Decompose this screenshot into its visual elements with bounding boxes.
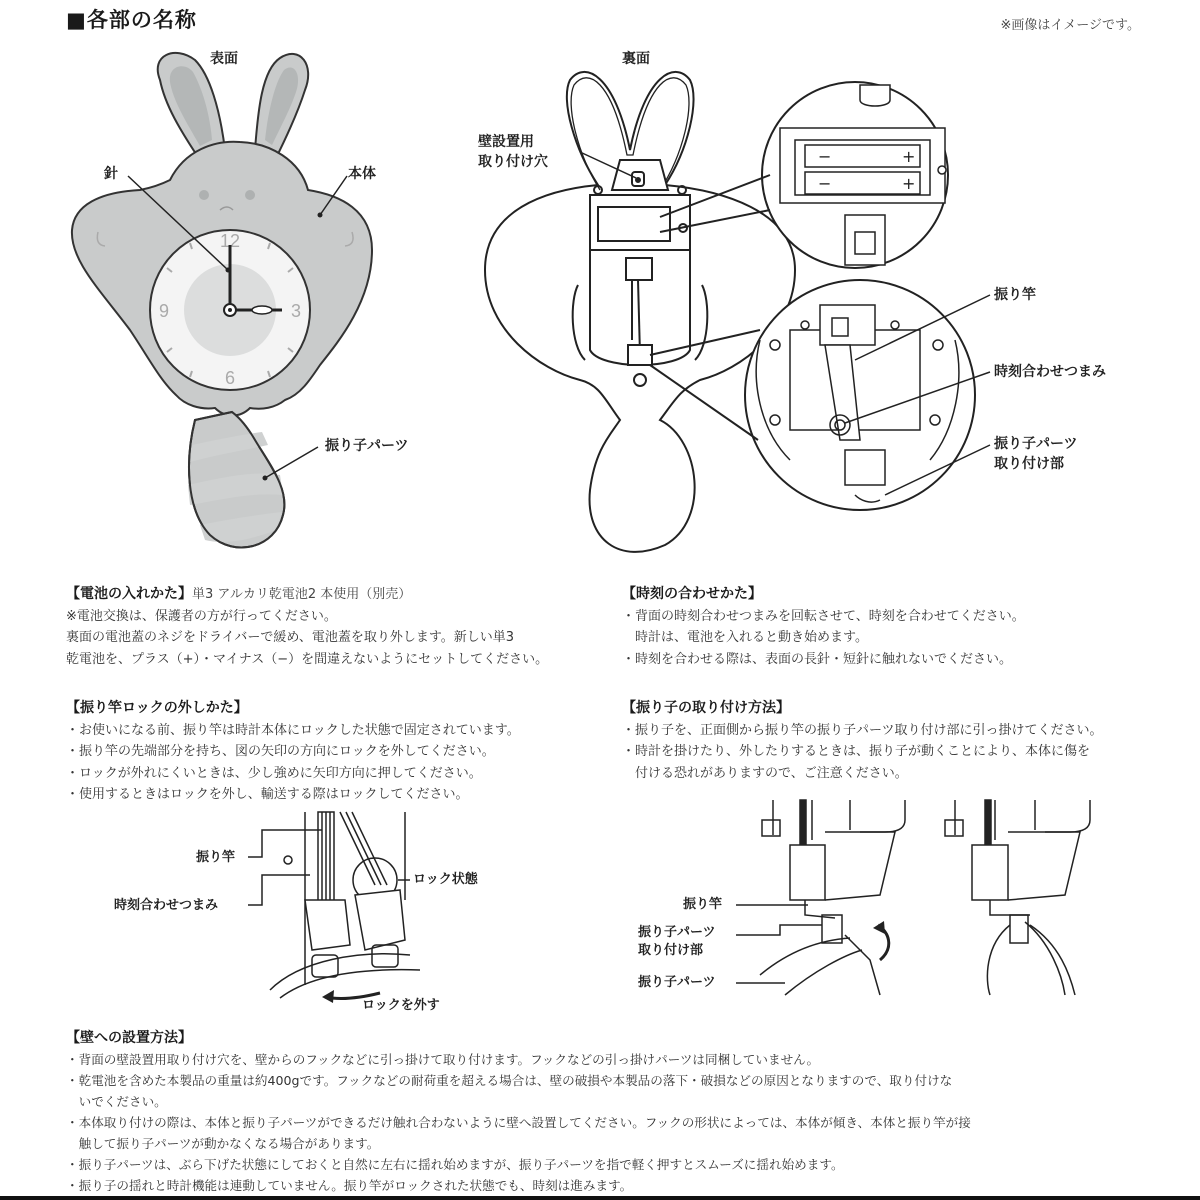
section-line: ・時計を掛けたり、外したりするときは、振り子が動くことにより、本体に傷を	[622, 744, 1091, 759]
section-heading: 【壁への設置方法】	[66, 1030, 192, 1046]
label-rod: 振り竿	[196, 850, 236, 865]
callout-hands: 針	[104, 166, 118, 182]
label-attach-mount: 振り子パーツ 取り付け部	[638, 925, 716, 958]
clock-number-6: 6	[224, 368, 236, 388]
section-line: ・時刻を合わせる際は、表面の長針・短針に触れないでください。	[622, 651, 1013, 667]
label-locked: ロック状態	[413, 872, 478, 887]
callout-time-knob: 時刻合わせつまみ	[994, 364, 1106, 380]
section-line: 乾電池を、プラス（+）・マイナス（−）を間違えないようにセットしてください。	[66, 651, 549, 667]
front-view-label: 表面	[210, 51, 238, 67]
section-line: 時計は、電池を入れると動き始めます。	[622, 630, 868, 645]
section-heading: 【時刻の合わせかた】	[622, 586, 762, 602]
section-line: ※電池交換は、保護者の方が行ってください。	[66, 608, 337, 624]
section-line: ・振り子パーツは、ぶら下げた状態にしておくと自然に左右に揺れ始めますが、振り子パーツを指で軽く押すとスムーズに揺れ始めます。	[66, 1157, 844, 1172]
section-line: ・ロックが外れにくいときは、少し強めに矢印方向に押してください。	[66, 765, 482, 781]
section-line: 付ける恐れがありますので、ご注意ください。	[622, 765, 908, 781]
back-view-label: 裏面	[622, 51, 650, 67]
label-knob: 時刻合わせつまみ	[114, 898, 219, 913]
section-line: ・振り子を、正面側から振り竿の振り子パーツ取り付け部に引っ掛けてください。	[622, 722, 1103, 738]
battery-minus-2: −	[818, 174, 832, 193]
label-unlock: ロックを外す	[362, 998, 440, 1013]
section-battery: 【電池の入れかた】単3 アルカリ乾電池2 本使用（別売） ※電池交換は、保護者の方が行ってください。 裏面の電池蓋のネジをドライバーで緩め、電池蓋を取り外します。新しい単3 乾電池を、プラス（+）・マイナス（−）を間違えないようにセットしてください。	[66, 584, 548, 670]
clock-number-9: 9	[158, 301, 170, 321]
section-line: ・背面の壁設置用取り付け穴を、壁からのフックなどに引っ掛けて取り付けます。フックなどの引っ掛けパーツは同梱していません。	[66, 1052, 820, 1067]
bottom-rule	[0, 1196, 1200, 1200]
section-line: ・お使いになる前、振り竿は時計本体にロックした状態で固定されています。	[66, 722, 520, 738]
callout-pendulum-mount: 振り子パーツ 取り付け部	[994, 436, 1078, 472]
section-wall-install	[66, 1028, 971, 1196]
label-attach-pendulum: 振り子パーツ	[638, 975, 716, 990]
section-line: ・振り子の揺れと時計機能は連動していません。振り竿がロックされた状態でも、時刻は進みます。	[66, 1178, 633, 1193]
clock-number-3: 3	[290, 301, 302, 321]
section-line: いでください。	[66, 1094, 167, 1109]
page-title: ■各部の名称	[66, 8, 197, 32]
callout-body: 本体	[348, 166, 376, 182]
callout-pendulum-rod: 振り竿	[994, 287, 1036, 303]
section-line: ・乾電池を含めた本製品の重量は約400gです。フックなどの耐荷重を超える場合は、壁の破損や本製品の落下・破損などの原因となりますので、取り付けな	[66, 1073, 953, 1088]
section-heading: 【電池の入れかた】	[66, 586, 192, 602]
section-heading: 【振り竿ロックの外しかた】	[66, 700, 248, 716]
section-line: ・振り竿の先端部分を持ち、図の矢印の方向にロックを外してください。	[66, 744, 495, 759]
section-heading: 【振り子の取り付け方法】	[622, 700, 790, 716]
image-disclaimer: ※画像はイメージです。	[1000, 18, 1140, 33]
callout-pendulum: 振り子パーツ	[325, 438, 409, 454]
battery-plus-2: +	[902, 174, 916, 193]
battery-minus-1: −	[818, 147, 832, 166]
label-attach-rod: 振り竿	[683, 897, 723, 912]
section-line: 触して振り子パーツが動かなくなる場合があります。	[66, 1136, 380, 1151]
battery-plus-1: +	[902, 147, 916, 166]
section-line: ・使用するときはロックを外し、輸送する際はロックしてください。	[66, 787, 469, 802]
section-line: ・本体取り付けの際は、本体と振り子パーツができるだけ触れ合わないように壁へ設置してください。フックの形状によっては、本体が傾き、本体と振り竿が接	[66, 1115, 971, 1130]
section-line: ・背面の時刻合わせつまみを回転させて、時刻を合わせてください。	[622, 608, 1025, 624]
callout-wall-hole: 壁設置用 取り付け穴	[478, 134, 548, 170]
section-line: 裏面の電池蓋のネジをドライバーで緩め、電池蓋を取り外します。新しい単3	[66, 630, 515, 645]
clock-number-12: 12	[219, 231, 241, 251]
